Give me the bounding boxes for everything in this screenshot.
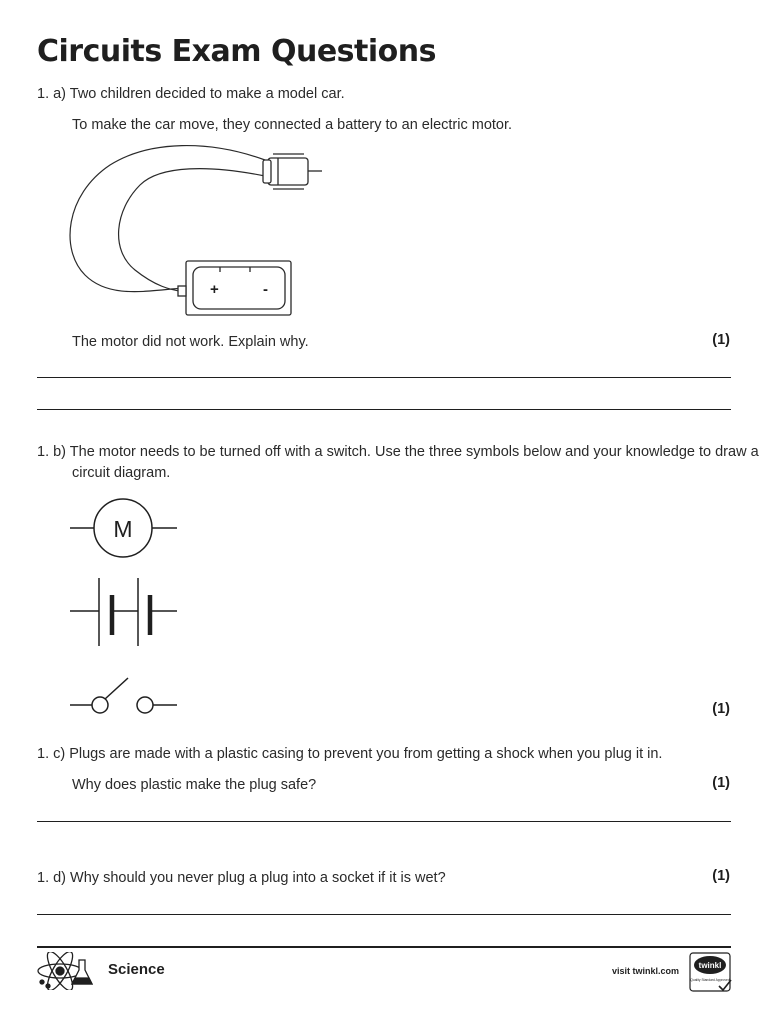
motor-symbol-label: M (113, 516, 133, 542)
marks-1d: (1) (712, 868, 730, 884)
answer-line[interactable] (37, 409, 731, 410)
switch-symbol-icon (70, 678, 177, 713)
marks-1a: (1) (712, 332, 730, 348)
question-1a-intro: 1. a) Two children decided to make a model car. (37, 86, 345, 102)
answer-line[interactable] (37, 914, 731, 915)
battery-plus-label: + (210, 281, 219, 298)
answer-line[interactable] (37, 377, 731, 378)
question-1d: 1. d) Why should you never plug a plug into a socket if it is wet? (37, 870, 446, 886)
circuit-symbols (68, 498, 183, 723)
footer-subject: Science (108, 961, 165, 978)
answer-line[interactable] (37, 821, 731, 822)
question-1c-intro: 1. c) Plugs are made with a plastic casing to prevent you from getting a shock when you plug it in. (37, 746, 663, 762)
footer-visit-link[interactable]: visit twinkl.com (612, 966, 680, 976)
electric-motor-icon (263, 154, 322, 189)
motor-battery-illustration (60, 140, 340, 325)
question-1b: 1. b) The motor needs to be turned off with a switch. Use the three symbols below and your knowledge to draw a circuit diagram. (37, 444, 759, 481)
battery-minus-label: - (263, 281, 268, 298)
question-1a-context: To make the car move, they connected a battery to an electric motor. (72, 117, 513, 133)
footer-divider (37, 946, 731, 948)
question-1c: Why does plastic make the plug safe? (72, 777, 317, 793)
question-1a: The motor did not work. Explain why. (72, 334, 309, 350)
twinkl-quality-badge-icon (689, 952, 733, 992)
page-title: Circuits Exam Questions (37, 34, 436, 69)
science-logo-icon (34, 952, 100, 990)
marks-1c: (1) (712, 775, 730, 791)
battery-cells-symbol-icon (70, 578, 177, 646)
badge-brand: twinkl (698, 961, 722, 970)
marks-1b: (1) (712, 701, 730, 717)
battery-holder-icon (178, 261, 291, 315)
badge-text: Quality Standard Approved (690, 978, 730, 982)
